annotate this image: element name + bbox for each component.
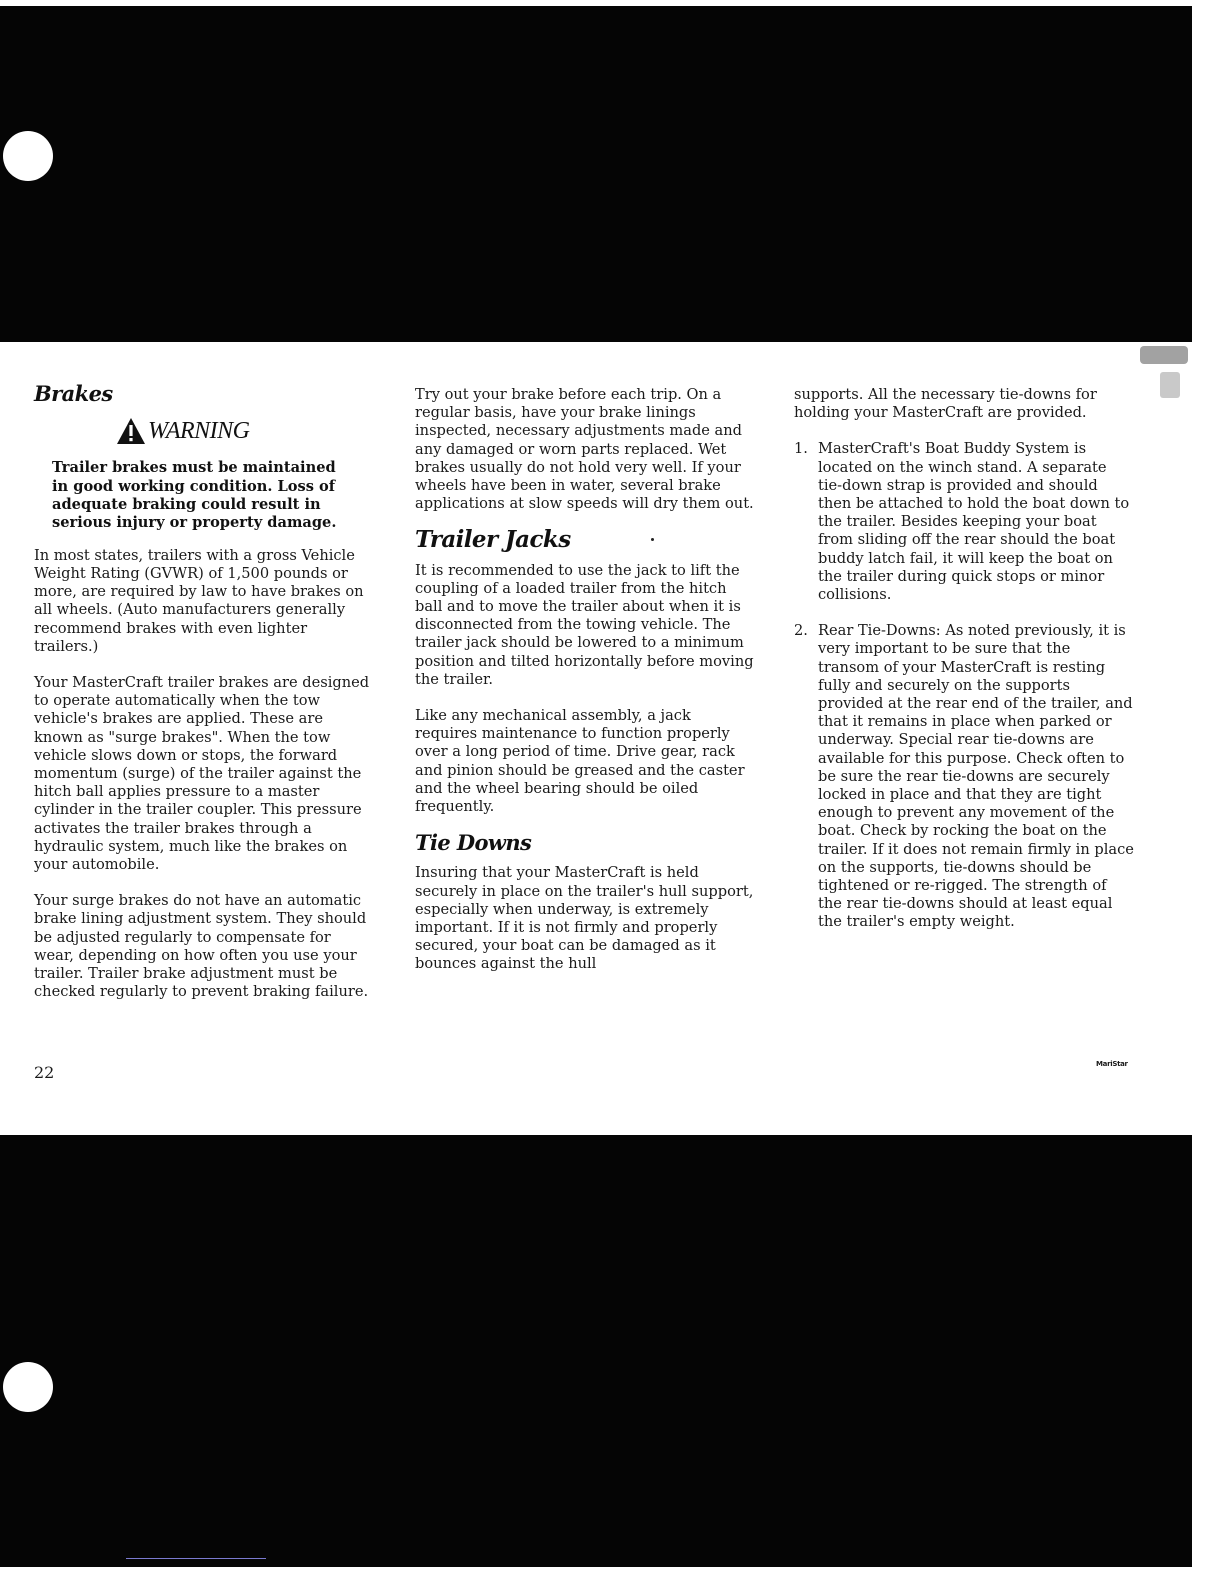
list-item-number: 2.: [794, 622, 808, 640]
trailer-jacks-heading: Trailer Jacks: [415, 526, 571, 554]
tie-downs-heading: Tie Downs: [415, 830, 532, 856]
column-middle: [415, 386, 755, 992]
scan-bottom-black-band: [0, 1135, 1192, 1567]
warning-label: WARNING: [148, 418, 250, 445]
tie-downs-paragraph-1-continued: supports. All the necessary tie-downs for holding your MasterCraft are provided.: [794, 386, 1097, 422]
tie-downs-paragraph-1: Insuring that your MasterCraft is held securely in place on the trailer's hull support, especially when underway, is extremely important. If it is not firmly and properly secured, your boat can be damaged as it bounces against the hull: [415, 864, 754, 973]
warning-banner: [116, 417, 374, 445]
brakes-paragraph-2: Your MasterCraft trailer brakes are designed to operate automatically when the tow vehicle's brakes are applied. These are known as "surge brakes". When the tow vehicle slows down or stops, the forward momentum (surge) of the trailer against the hitch ball applies pressure to a master cylinder in the trailer coupler. This pressure activates the trailer brakes through a hydraulic system, much like the brakes on your automobile.: [34, 674, 370, 874]
list-item: [794, 622, 1134, 931]
page-number: 22: [34, 1063, 55, 1082]
scan-smudge-top-right: [1140, 346, 1188, 364]
brakes-paragraph-1: In most states, trailers with a gross Vehicle Weight Rating (GVWR) of 1,500 pounds or more, are required by law to have brakes on all wheels. (Auto manufacturers generally recommend brakes with even lighter trailers.): [34, 546, 364, 655]
list-item-text: Rear Tie-Downs: As noted previously, it is very important to be sure that the transom of your MasterCraft is resting fully and securely on the supports provided at the rear end of the trailer, and that it remains in place when parked or underway. Special rear tie-downs are available for this purpose. Check often to be sure the rear tie-downs are securely locked in place and that they are tight enough to prevent any movement of the boat. Check by rocking the boat on the trailer. If it does not remain firmly in place on the supports, tie-downs should be tightened or re-rigged. The strength of the rear tie-downs should at least equal the trailer's empty weight.: [818, 622, 1134, 931]
trailer-jacks-paragraph-2: Like any mechanical assembly, a jack requires maintenance to function properly over a long period of time. Drive gear, rack and pinion should be greased and the caster and the wheel bearing should be oiled frequently.: [415, 707, 745, 816]
scan-artifact-line-bottom: [126, 1558, 266, 1559]
brakes-paragraph-4: Try out your brake before each trip. On a regular basis, have your brake linings inspected, necessary adjustments made and any damaged or worn parts replaced. Wet brakes usually do not hold very well. If your wheels have been in water, several brake applications at slow speeds will dry them out.: [415, 386, 754, 513]
warning-triangle-icon: [116, 417, 146, 445]
brakes-heading: Brakes: [34, 381, 113, 406]
trailer-jacks-paragraph-1: It is recommended to use the jack to lift the coupling of a loaded trailer from the hitch ball and to move the trailer about when it is disconnected from the towing vehicle. The trailer jack should be lowered to a minimum position and tilted horizontally before moving the trailer.: [415, 561, 754, 688]
brakes-paragraph-3: Your surge brakes do not have an automatic brake lining adjustment system. They should be adjusted regularly to compensate for wear, depending on how often you use your trailer. Trailer brake adjustment must be checked regularly to prevent braking failure.: [34, 892, 369, 1001]
binder-hole-top: [3, 131, 53, 181]
column-right: [794, 386, 1134, 950]
warning-text: Trailer brakes must be maintained in good working condition. Loss of adequate braking could result in serious injury or property damage.: [52, 459, 337, 532]
tie-downs-list: [794, 440, 1134, 931]
scan-smudge-right: [1160, 372, 1180, 398]
list-item-number: 1.: [794, 440, 808, 458]
brand-mark: MariStar: [1096, 1060, 1128, 1068]
list-item: [794, 440, 1134, 604]
binder-hole-bottom: [3, 1362, 53, 1412]
scan-top-black-band: [0, 6, 1192, 342]
list-item-text: MasterCraft's Boat Buddy System is located on the winch stand. A separate tie-down strap is provided and should then be attached to hold the boat down to the trailer. Besides keeping your boat from sliding off the rear should the boat buddy latch fail, it will keep the boat on the trailer during quick stops or minor collisions.: [818, 440, 1130, 604]
column-left: [34, 381, 374, 1020]
